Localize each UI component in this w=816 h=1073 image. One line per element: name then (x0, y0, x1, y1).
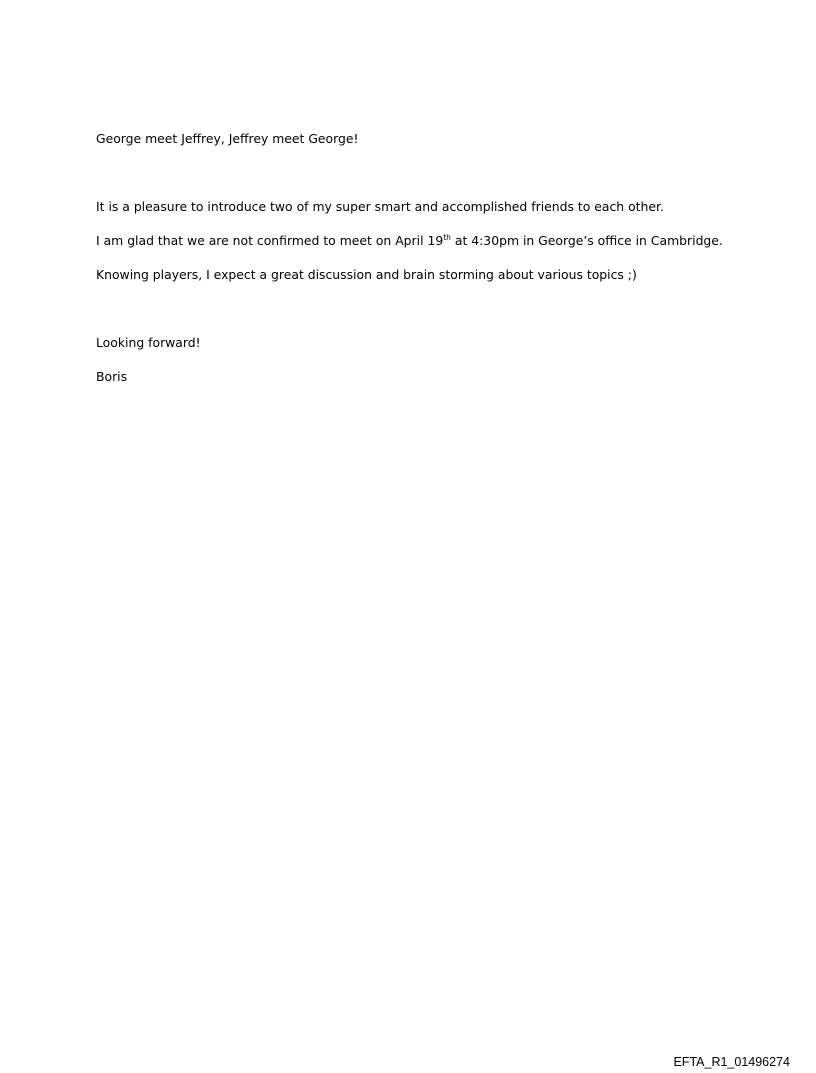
signature: Boris (96, 369, 128, 384)
meeting-line-after: at 4:30pm in George’s office in Cambridge. (450, 233, 723, 248)
intro-line: It is a pleasure to introduce two of my super smart and accomplished friends to each other. (96, 199, 664, 214)
meeting-line (96, 233, 723, 249)
greeting-line: George meet Jeffrey, Jeffrey meet George! (96, 131, 359, 146)
closing-line: Looking forward! (96, 335, 201, 350)
knowing-line: Knowing players, I expect a great discussion and brain storming about various topics ;) (96, 267, 637, 282)
meeting-line-before: I am glad that we are not confirmed to meet on April 19 (96, 233, 444, 248)
document-id-stamp: EFTA_R1_01496274 (673, 1055, 790, 1069)
date-ordinal-superscript: th (443, 233, 451, 242)
